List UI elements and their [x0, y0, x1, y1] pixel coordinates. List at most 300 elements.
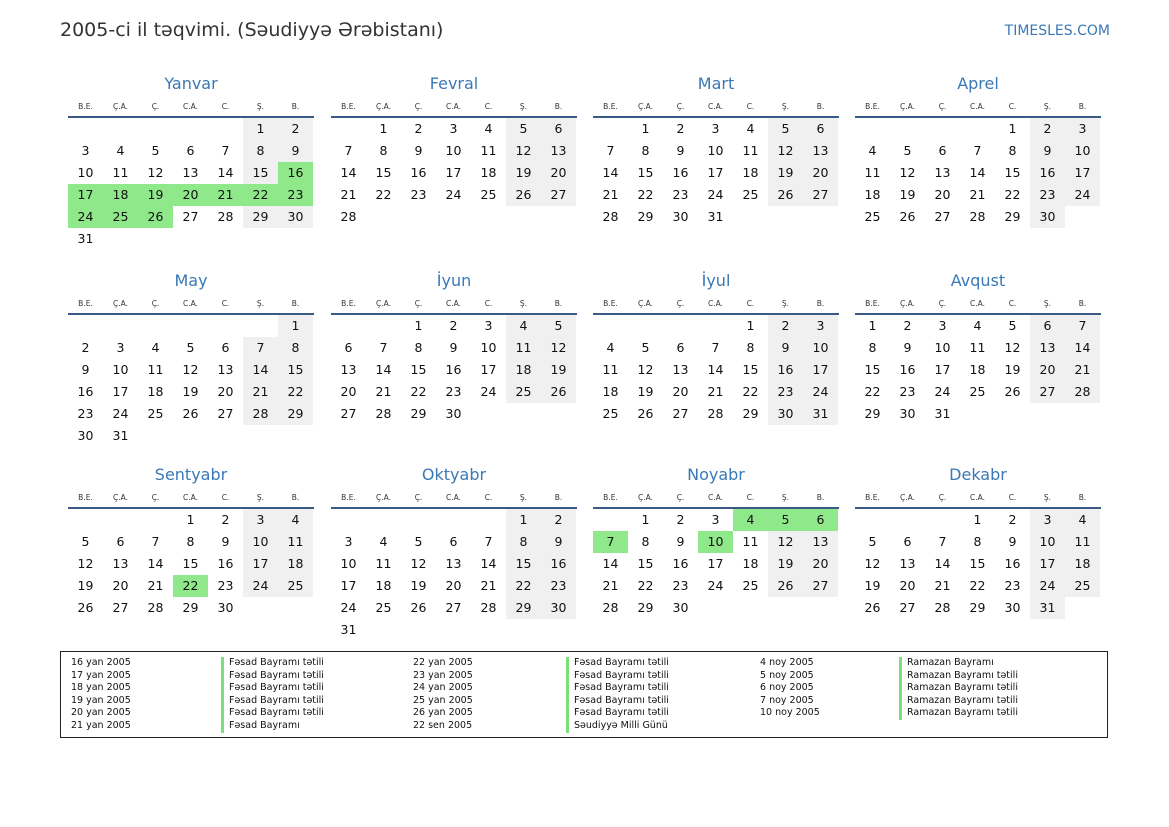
day-cell: 26	[77, 600, 94, 615]
weekday-label: C.A.	[707, 101, 723, 111]
weekday-label: C.	[1008, 101, 1017, 111]
day-cell: 25	[864, 209, 881, 224]
day-cell: 16	[672, 165, 689, 180]
day-cell: 14	[243, 359, 278, 381]
day-cell: 3	[344, 534, 353, 549]
day-cell: 14	[707, 362, 724, 377]
day-cell: 24	[1030, 575, 1065, 597]
day-cell: 1	[868, 318, 877, 333]
week-row	[593, 184, 839, 206]
day-cell: 10	[243, 531, 278, 553]
day-cell: 7	[593, 531, 628, 553]
day-cell: 14	[1065, 337, 1100, 359]
empty-cell	[173, 228, 208, 250]
weekday-label: Ç.	[938, 298, 947, 308]
week-row	[68, 315, 314, 337]
day-cell: 5	[903, 143, 912, 158]
day-cell: 23	[768, 381, 803, 403]
day-cell: 21	[208, 184, 243, 206]
weekday-label: C.A.	[969, 298, 985, 308]
legend-holiday-name: Fəsad Bayramı tətili	[221, 670, 324, 683]
day-cell: 20	[340, 384, 357, 399]
day-cell: 2	[81, 340, 90, 355]
day-cell: 20	[173, 184, 208, 206]
week-row	[68, 381, 314, 403]
weekday-label: C.	[746, 492, 755, 502]
empty-cell	[541, 206, 576, 228]
day-cell: 10	[707, 143, 724, 158]
day-cell: 24	[707, 578, 724, 593]
day-cell: 27	[541, 184, 576, 206]
day-cell: 11	[375, 556, 392, 571]
week-row	[593, 140, 839, 162]
day-cell: 26	[899, 209, 916, 224]
legend-date: 23 yan 2005	[413, 669, 473, 681]
empty-cell	[1065, 403, 1100, 425]
empty-cell	[855, 118, 890, 140]
empty-cell	[593, 118, 628, 140]
day-cell: 18	[480, 165, 497, 180]
weekday-label: C.A.	[182, 492, 198, 502]
weekday-label: C.A.	[445, 492, 461, 502]
legend-holiday-name: Fəsad Bayramı tətili	[566, 707, 669, 720]
empty-cell	[68, 509, 103, 531]
empty-cell	[803, 597, 838, 619]
day-cell: 2	[1008, 512, 1017, 527]
day-cell: 23	[672, 578, 689, 593]
day-cell: 18	[969, 362, 986, 377]
day-cell: 22	[864, 384, 881, 399]
day-cell: 6	[803, 118, 838, 140]
week-row	[855, 118, 1101, 140]
weekday-label: Ç.	[151, 298, 160, 308]
empty-cell	[628, 315, 663, 337]
weekday-label: Ç.A.	[375, 298, 391, 308]
day-cell: 26	[506, 184, 541, 206]
empty-cell	[173, 118, 208, 140]
day-cell: 15	[182, 556, 199, 571]
week-row	[331, 337, 577, 359]
day-cell: 25	[147, 406, 164, 421]
day-cell: 5	[641, 340, 650, 355]
empty-cell	[243, 425, 278, 447]
week-row	[331, 118, 577, 140]
day-cell: 17	[68, 184, 103, 206]
day-cell: 4	[868, 143, 877, 158]
day-cell: 4	[973, 318, 982, 333]
weekday-label: B.	[291, 298, 300, 308]
day-cell: 2	[676, 121, 685, 136]
day-cell: 29	[864, 406, 881, 421]
week-row	[68, 359, 314, 381]
month-name: Dekabr	[949, 465, 1007, 484]
legend-holiday-name: Səudiyyə Milli Günü	[566, 720, 669, 733]
empty-cell	[138, 315, 173, 337]
day-cell: 12	[182, 362, 199, 377]
week-row	[68, 403, 314, 425]
day-cell: 29	[637, 600, 654, 615]
weekday-label: C.	[1008, 492, 1017, 502]
week-row	[331, 403, 577, 425]
day-cell: 1	[506, 509, 541, 531]
weekday-header	[855, 487, 1101, 509]
weekday-label: C.A.	[182, 101, 198, 111]
day-cell: 11	[278, 531, 313, 553]
day-cell: 16	[541, 553, 576, 575]
weekday-label: C.	[484, 298, 493, 308]
weekday-label: B.E.	[341, 298, 356, 308]
day-cell: 4	[116, 143, 125, 158]
day-cell: 17	[243, 553, 278, 575]
week-row	[855, 553, 1101, 575]
weekday-label: C.A.	[969, 101, 985, 111]
day-cell: 2	[414, 121, 423, 136]
day-cell: 25	[742, 578, 759, 593]
empty-cell	[331, 315, 366, 337]
day-cell: 10	[77, 165, 94, 180]
weekday-label: B.	[1078, 492, 1087, 502]
day-cell: 7	[938, 534, 947, 549]
day-cell: 15	[742, 362, 759, 377]
month-i̇yun	[331, 270, 577, 425]
day-cell: 21	[340, 187, 357, 202]
empty-cell	[663, 315, 698, 337]
weekday-label: B.E.	[865, 101, 880, 111]
day-cell: 19	[768, 553, 803, 575]
day-cell: 25	[969, 384, 986, 399]
day-cell: 25	[375, 600, 392, 615]
day-cell: 19	[541, 359, 576, 381]
day-cell: 24	[112, 406, 129, 421]
day-cell: 28	[969, 209, 986, 224]
empty-cell	[698, 597, 733, 619]
weekday-label: Ç.A.	[637, 492, 653, 502]
empty-cell	[506, 206, 541, 228]
legend-date: 5 noy 2005	[760, 669, 814, 681]
day-cell: 24	[1065, 184, 1100, 206]
day-cell: 18	[103, 184, 138, 206]
month-name: Avqust	[950, 271, 1006, 290]
weekday-label: Ç.	[151, 101, 160, 111]
week-row	[331, 597, 577, 619]
day-cell: 21	[707, 384, 724, 399]
empty-cell	[541, 619, 576, 641]
day-cell: 13	[803, 140, 838, 162]
weekday-label: C.A.	[445, 101, 461, 111]
day-cell: 16	[217, 556, 234, 571]
weekday-header	[593, 487, 839, 509]
month-name: Mart	[697, 74, 735, 93]
day-cell: 22	[637, 187, 654, 202]
week-row	[593, 118, 839, 140]
month-name: İyun	[436, 271, 472, 290]
week-row	[331, 509, 577, 531]
weekday-label: B.	[554, 101, 563, 111]
month-fevral	[331, 73, 577, 228]
day-cell: 2	[768, 315, 803, 337]
day-cell: 13	[217, 362, 234, 377]
day-cell: 13	[182, 165, 199, 180]
empty-cell	[855, 509, 890, 531]
day-cell: 27	[182, 209, 199, 224]
week-row	[855, 162, 1101, 184]
day-cell: 3	[1030, 509, 1065, 531]
day-cell: 15	[278, 359, 313, 381]
weekday-label: B.	[554, 492, 563, 502]
empty-cell	[278, 228, 313, 250]
day-cell: 23	[278, 184, 313, 206]
day-cell: 15	[410, 362, 427, 377]
day-cell: 7	[606, 143, 615, 158]
week-row	[331, 575, 577, 597]
day-cell: 4	[484, 121, 493, 136]
day-cell: 14	[375, 362, 392, 377]
week-row	[331, 359, 577, 381]
legend-holiday-name: Ramazan Bayramı tətili	[899, 682, 1018, 695]
day-cell: 25	[742, 187, 759, 202]
weekday-label: B.	[816, 101, 825, 111]
day-cell: 11	[1065, 531, 1100, 553]
day-cell: 24	[707, 187, 724, 202]
week-row	[68, 575, 314, 597]
empty-cell	[733, 206, 768, 228]
day-cell: 26	[1004, 384, 1021, 399]
legend-date-column	[413, 657, 473, 733]
day-cell: 21	[480, 578, 497, 593]
weekday-header	[68, 487, 314, 509]
day-cell: 27	[934, 209, 951, 224]
day-cell: 20	[217, 384, 234, 399]
day-cell: 3	[484, 318, 493, 333]
day-cell: 8	[186, 534, 195, 549]
weekday-label: B.E.	[78, 101, 93, 111]
week-row	[331, 140, 577, 162]
weekday-label: Ç.	[676, 101, 685, 111]
week-row	[593, 597, 839, 619]
weekday-label: C.	[221, 101, 230, 111]
legend-holiday-name: Fəsad Bayramı tətili	[566, 695, 669, 708]
weekday-label: Ç.A.	[899, 492, 915, 502]
day-cell: 8	[641, 143, 650, 158]
day-cell: 1	[746, 318, 755, 333]
weekday-label: Ç.	[151, 492, 160, 502]
day-cell: 22	[1004, 187, 1021, 202]
day-cell: 1	[379, 121, 388, 136]
week-row	[593, 381, 839, 403]
empty-cell	[331, 118, 366, 140]
week-row	[331, 315, 577, 337]
day-cell: 22	[375, 187, 392, 202]
day-cell: 25	[506, 381, 541, 403]
month-sentyabr	[68, 464, 314, 619]
day-cell: 1	[641, 512, 650, 527]
day-cell: 22	[410, 384, 427, 399]
day-cell: 30	[672, 600, 689, 615]
day-cell: 12	[899, 165, 916, 180]
day-cell: 9	[278, 140, 313, 162]
weekday-label: C.	[484, 101, 493, 111]
brand-link[interactable]: TIMESLES.COM	[1004, 23, 1110, 39]
weekday-label: Ş.	[1043, 298, 1052, 308]
weekday-label: B.E.	[341, 101, 356, 111]
day-cell: 13	[934, 165, 951, 180]
week-row	[593, 206, 839, 228]
weekday-label: Ç.	[676, 492, 685, 502]
legend-date: 25 yan 2005	[413, 694, 473, 706]
day-cell: 5	[768, 118, 803, 140]
day-cell: 20	[672, 384, 689, 399]
day-cell: 26	[864, 600, 881, 615]
day-cell: 15	[375, 165, 392, 180]
weekday-label: B.	[554, 298, 563, 308]
legend-date-column	[71, 657, 131, 733]
day-cell: 20	[934, 187, 951, 202]
day-cell: 13	[445, 556, 462, 571]
day-cell: 16	[768, 359, 803, 381]
day-cell: 14	[602, 165, 619, 180]
month-name: İyul	[701, 271, 731, 290]
day-cell: 8	[868, 340, 877, 355]
month-aprel	[855, 73, 1101, 228]
day-cell: 11	[969, 340, 986, 355]
week-row	[68, 228, 314, 250]
weekday-label: Ç.A.	[112, 492, 128, 502]
weekday-header	[855, 293, 1101, 315]
week-row	[331, 381, 577, 403]
weekday-label: C.	[746, 101, 755, 111]
day-cell: 3	[711, 121, 720, 136]
day-cell: 8	[506, 531, 541, 553]
day-cell: 8	[746, 340, 755, 355]
day-cell: 20	[899, 578, 916, 593]
day-cell: 19	[77, 578, 94, 593]
legend-holiday-name: Ramazan Bayramı tətili	[899, 707, 1018, 720]
day-cell: 3	[449, 121, 458, 136]
day-cell: 15	[1004, 165, 1021, 180]
day-cell: 31	[803, 403, 838, 425]
day-cell: 7	[1065, 315, 1100, 337]
day-cell: 7	[484, 534, 493, 549]
day-cell: 24	[934, 384, 951, 399]
weekday-header	[593, 293, 839, 315]
day-cell: 19	[637, 384, 654, 399]
day-cell: 27	[217, 406, 234, 421]
weekday-label: Ç.A.	[112, 298, 128, 308]
day-cell: 25	[602, 406, 619, 421]
legend-date: 22 sen 2005	[413, 719, 473, 731]
empty-cell	[995, 403, 1030, 425]
empty-cell	[331, 509, 366, 531]
day-cell: 29	[969, 600, 986, 615]
day-cell: 4	[606, 340, 615, 355]
weekday-label: C.	[221, 298, 230, 308]
day-cell: 22	[506, 575, 541, 597]
day-cell: 19	[899, 187, 916, 202]
empty-cell	[593, 315, 628, 337]
weekday-label: Ç.	[414, 492, 423, 502]
day-cell: 5	[506, 118, 541, 140]
legend-date: 24 yan 2005	[413, 682, 473, 694]
weekday-label: C.A.	[707, 492, 723, 502]
day-cell: 30	[1030, 206, 1065, 228]
weekday-label: Ç.A.	[899, 298, 915, 308]
day-cell: 11	[864, 165, 881, 180]
weekday-label: B.	[1078, 101, 1087, 111]
day-cell: 14	[480, 556, 497, 571]
month-name: Fevral	[429, 74, 479, 93]
day-cell: 31	[707, 209, 724, 224]
weekday-label: Ç.A.	[375, 492, 391, 502]
day-cell: 17	[112, 384, 129, 399]
legend-date: 18 yan 2005	[71, 682, 131, 694]
day-cell: 26	[768, 184, 803, 206]
legend-holiday-name: Fəsad Bayramı tətili	[566, 657, 669, 670]
day-cell: 25	[278, 575, 313, 597]
legend-holiday-name: Ramazan Bayramı tətili	[899, 670, 1018, 683]
month-oktyabr	[331, 464, 577, 641]
legend-date: 20 yan 2005	[71, 707, 131, 719]
day-cell: 16	[672, 556, 689, 571]
day-cell: 24	[340, 600, 357, 615]
weekday-header	[331, 96, 577, 118]
day-cell: 19	[768, 162, 803, 184]
empty-cell	[138, 228, 173, 250]
day-cell: 27	[803, 575, 838, 597]
weekday-label: Ç.	[676, 298, 685, 308]
day-cell: 5	[151, 143, 160, 158]
day-cell: 26	[541, 381, 576, 403]
empty-cell	[960, 118, 995, 140]
day-cell: 11	[112, 165, 129, 180]
day-cell: 29	[243, 206, 278, 228]
day-cell: 22	[969, 578, 986, 593]
weekday-header	[68, 293, 314, 315]
day-cell: 18	[1065, 553, 1100, 575]
legend-holiday-name: Fəsad Bayramı tətili	[221, 657, 324, 670]
day-cell: 12	[506, 140, 541, 162]
day-cell: 28	[707, 406, 724, 421]
day-cell: 14	[969, 165, 986, 180]
weekday-header	[855, 96, 1101, 118]
legend-date: 7 noy 2005	[760, 694, 814, 706]
day-cell: 3	[116, 340, 125, 355]
day-cell: 27	[445, 600, 462, 615]
empty-cell	[960, 403, 995, 425]
day-cell: 6	[221, 340, 230, 355]
day-cell: 19	[1004, 362, 1021, 377]
day-cell: 23	[899, 384, 916, 399]
empty-cell	[138, 425, 173, 447]
week-row	[855, 184, 1101, 206]
empty-cell	[173, 315, 208, 337]
day-cell: 2	[221, 512, 230, 527]
weekday-label: C.A.	[707, 298, 723, 308]
day-cell: 20	[803, 553, 838, 575]
day-cell: 17	[707, 556, 724, 571]
day-cell: 31	[934, 406, 951, 421]
holiday-legend	[60, 651, 1108, 738]
day-cell: 13	[1030, 337, 1065, 359]
day-cell: 14	[934, 556, 951, 571]
day-cell: 21	[1065, 359, 1100, 381]
weekday-label: C.A.	[182, 298, 198, 308]
empty-cell	[733, 597, 768, 619]
day-cell: 1	[1008, 121, 1017, 136]
day-cell: 27	[340, 406, 357, 421]
weekday-header	[331, 487, 577, 509]
day-cell: 9	[676, 534, 685, 549]
day-cell: 18	[278, 553, 313, 575]
